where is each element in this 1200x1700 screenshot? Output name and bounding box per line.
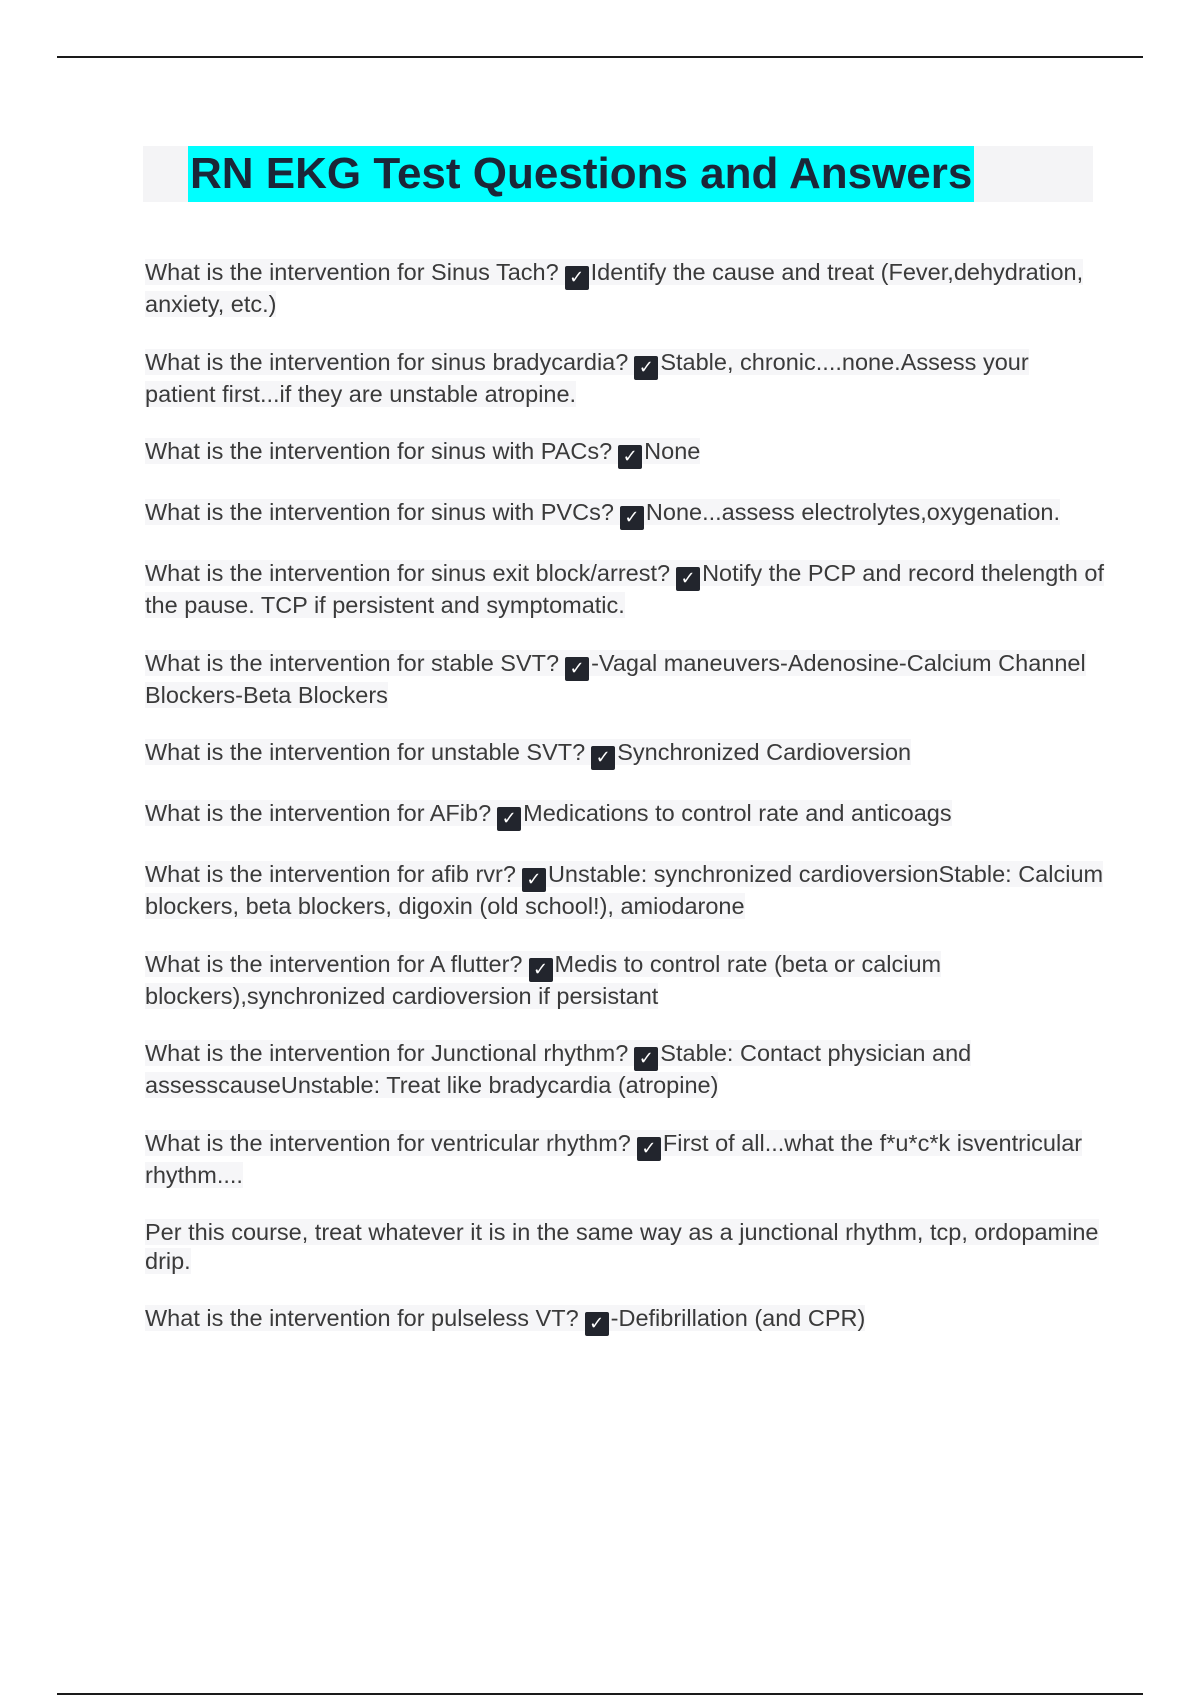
qa-item bbox=[145, 437, 1105, 469]
checkmark-icon: ✓ bbox=[634, 1047, 658, 1071]
answer-text: Medications to control rate and anticoags bbox=[523, 800, 952, 826]
qa-first-line bbox=[145, 861, 939, 890]
question-text: What is the intervention for A flutter? bbox=[145, 950, 523, 977]
question-text: What is the intervention for ventricular rhythm? bbox=[145, 1129, 631, 1156]
qa-item bbox=[145, 1218, 1105, 1275]
answer-text: ventricular rhythm.... bbox=[145, 1129, 1083, 1188]
qa-first-line bbox=[145, 1129, 974, 1159]
answer-text: Per this course, treat whatever it is in the same way as a junctional rhythm, tcp, or bbox=[145, 1219, 996, 1245]
qa-continuation-line bbox=[247, 983, 658, 1009]
answer-text: Assess your patient first...if they are unstable atropine. bbox=[145, 348, 1029, 407]
qa-item bbox=[145, 860, 1105, 921]
checkmark-icon: ✓ bbox=[637, 1137, 661, 1161]
qa-first-line bbox=[145, 1219, 995, 1245]
question-text: What is the intervention for stable SVT? bbox=[145, 649, 560, 676]
question-text: What is the intervention for Sinus Tach? bbox=[145, 259, 559, 285]
checkmark-icon: ✓ bbox=[529, 958, 553, 982]
qa-continuation-line bbox=[235, 682, 388, 708]
question-text: What is the intervention for sinus exit block/arrest? bbox=[145, 560, 671, 586]
qa-item bbox=[145, 498, 1105, 530]
qa-item bbox=[145, 799, 1105, 831]
answer-text: length of the pause. TCP if persistent and symptomatic. bbox=[145, 560, 1104, 618]
answer-text: synchronized cardioversion if persistant bbox=[246, 982, 659, 1009]
answer-text: -Defibrillation (and CPR) bbox=[610, 1305, 866, 1331]
checkmark-icon: ✓ bbox=[522, 868, 546, 892]
qa-first-line bbox=[145, 348, 901, 378]
qa-first-line bbox=[145, 560, 1014, 589]
checkmark-icon: ✓ bbox=[591, 746, 615, 770]
answer-text: Stable, chronic....none. bbox=[660, 348, 901, 375]
answer-text: oxygenation. bbox=[926, 499, 1061, 525]
answer-text: Stable: Calcium blockers, beta blockers, digoxin (old school!), amiodarone bbox=[145, 861, 1104, 919]
answer-text: Synchronized Cardioversion bbox=[617, 739, 912, 765]
qa-item bbox=[145, 1039, 1105, 1100]
checkmark-icon: ✓ bbox=[620, 506, 644, 530]
answer-text: -Calcium Channel Blockers bbox=[145, 649, 1086, 708]
checkmark-icon: ✓ bbox=[676, 567, 700, 591]
qa-item bbox=[145, 649, 1105, 710]
checkmark-icon: ✓ bbox=[618, 445, 642, 469]
qa-first-line bbox=[145, 1305, 866, 1334]
question-text: What is the intervention for sinus with PACs? bbox=[145, 438, 613, 464]
qa-list bbox=[145, 258, 1105, 1365]
answer-text: None bbox=[644, 438, 701, 464]
answer-text: cause bbox=[218, 1072, 281, 1098]
answer-text: -Adenosine bbox=[780, 649, 899, 676]
qa-continuation-line bbox=[780, 650, 899, 676]
qa-first-line bbox=[145, 649, 781, 679]
answer-text: dopamine drip. bbox=[145, 1219, 1099, 1274]
header-rule bbox=[57, 56, 1143, 58]
answer-text: Medis to control rate (beta or calcium blockers), bbox=[145, 950, 942, 1009]
answer-text: Identify the cause and treat (Fever, bbox=[590, 259, 954, 285]
question-text: What is the intervention for AFib? bbox=[145, 800, 492, 826]
qa-first-line bbox=[145, 800, 952, 829]
qa-item bbox=[145, 738, 1105, 770]
checkmark-icon: ✓ bbox=[565, 657, 589, 681]
answer-text: Notify the PCP and record the bbox=[702, 560, 1014, 586]
qa-first-line bbox=[145, 739, 912, 768]
checkmark-icon: ✓ bbox=[565, 266, 589, 290]
checkmark-icon: ✓ bbox=[585, 1312, 609, 1336]
qa-continuation-line bbox=[218, 1072, 281, 1098]
answer-text: -Beta Blockers bbox=[235, 681, 388, 708]
question-text: What is the intervention for Junctional rhythm? bbox=[145, 1040, 629, 1066]
qa-item bbox=[145, 1129, 1105, 1190]
answer-text: Unstable: synchronized cardioversion bbox=[547, 861, 939, 887]
qa-item bbox=[145, 1304, 1105, 1336]
answer-text: Stable: Contact physician and assess bbox=[145, 1040, 972, 1098]
answer-text: First of all...what the f*u*c*k is bbox=[662, 1129, 974, 1156]
question-text: What is the intervention for unstable SVT? bbox=[145, 739, 586, 765]
qa-item bbox=[145, 348, 1105, 409]
qa-first-line bbox=[145, 499, 927, 528]
answer-text: None...assess electrolytes, bbox=[645, 499, 927, 525]
answer-text: dehydration, anxiety, etc.) bbox=[145, 259, 1084, 317]
document-title: RN EKG Test Questions and Answers bbox=[188, 146, 974, 202]
qa-item bbox=[145, 559, 1105, 620]
question-text: What is the intervention for sinus with PVCs? bbox=[145, 499, 614, 525]
question-text: What is the intervention for pulseless VT? bbox=[145, 1305, 579, 1331]
answer-text: Unstable: Treat like bradycardia (atropine) bbox=[280, 1072, 719, 1098]
question-text: What is the intervention for sinus bradycardia? bbox=[145, 348, 629, 375]
qa-first-line bbox=[145, 438, 701, 467]
qa-item bbox=[145, 950, 1105, 1011]
checkmark-icon: ✓ bbox=[497, 807, 521, 831]
answer-text: -Vagal maneuvers bbox=[591, 649, 781, 676]
checkmark-icon: ✓ bbox=[634, 356, 658, 380]
qa-continuation-line bbox=[281, 1072, 719, 1098]
footer-rule bbox=[57, 1693, 1143, 1695]
qa-item bbox=[145, 258, 1105, 319]
qa-first-line bbox=[145, 259, 954, 288]
qa-continuation-line bbox=[927, 499, 1060, 525]
question-text: What is the intervention for afib rvr? bbox=[145, 861, 516, 887]
